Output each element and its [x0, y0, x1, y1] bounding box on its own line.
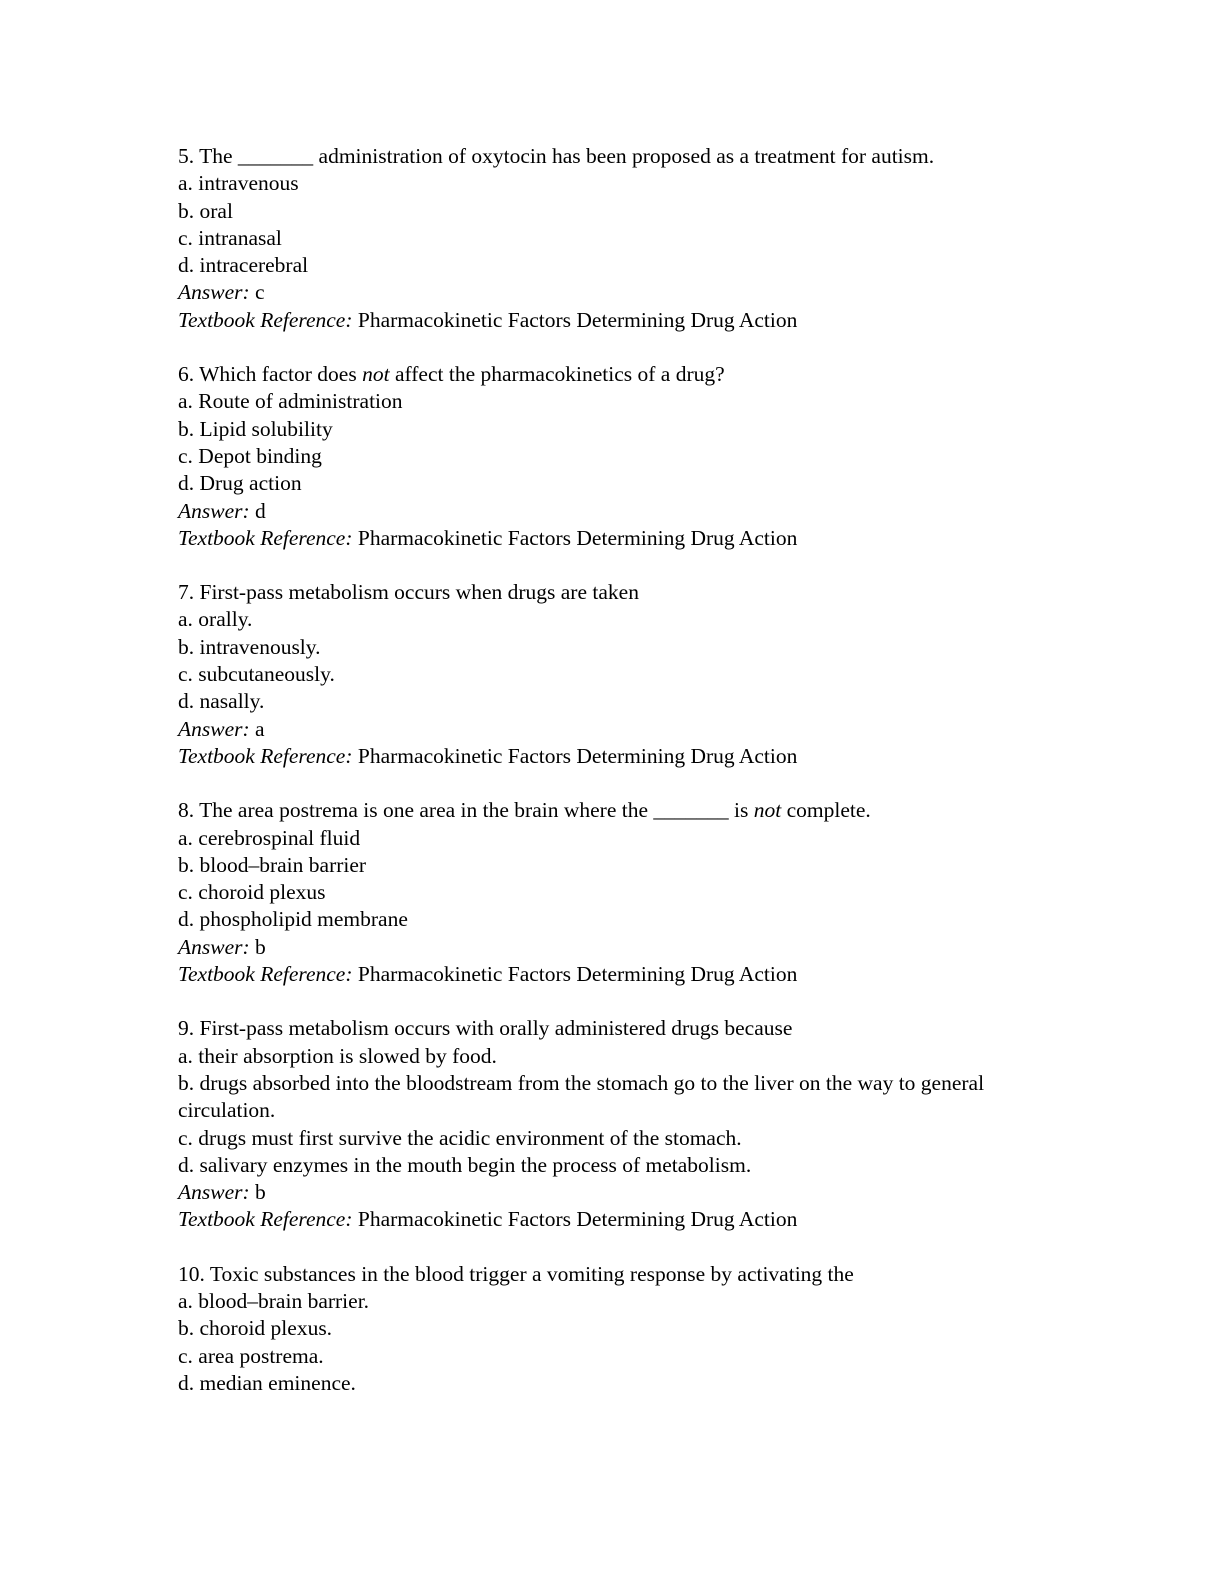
option-a: a. their absorption is slowed by food.	[178, 1043, 497, 1068]
stem-text-end: complete.	[781, 798, 871, 823]
answer-label: Answer:	[178, 716, 250, 741]
option-d: d. Drug action	[178, 471, 302, 496]
answer-label: Answer:	[178, 1180, 250, 1205]
option-a: a. blood–brain barrier.	[178, 1288, 370, 1313]
option-b: b. choroid plexus.	[178, 1316, 333, 1341]
option-c: c. area postrema.	[178, 1343, 324, 1368]
question-stem	[178, 1015, 1038, 1042]
reference-label: Textbook Reference:	[178, 962, 353, 987]
option-d: d. intracerebral	[178, 253, 309, 278]
stem-text: 5. The _______ administration of oxytocin has been proposed as a treatment for autism.	[178, 144, 935, 168]
question-list	[178, 143, 1038, 1424]
answer-line	[178, 1179, 1038, 1206]
option-d: d. median eminence.	[178, 1370, 356, 1395]
answer-label: Answer:	[178, 498, 250, 523]
question-9	[178, 1015, 1038, 1233]
option-c: c. intranasal	[178, 225, 282, 250]
option-d: d. phospholipid membrane	[178, 907, 408, 932]
stem-text: 7. First-pass metabolism occurs when drugs are taken	[178, 580, 639, 605]
answer-value: c	[255, 280, 265, 305]
question-10	[178, 1261, 1038, 1397]
option-c: c. drugs must first survive the acidic environment of the stomach.	[178, 1125, 742, 1150]
option-c: c. choroid plexus	[178, 880, 326, 905]
question-stem	[178, 579, 1038, 606]
reference-value: Pharmacokinetic Factors Determining Drug Action	[357, 1207, 798, 1232]
reference-value: Pharmacokinetic Factors Determining Drug Action	[357, 743, 798, 768]
option-a: a. cerebrospinal fluid	[178, 825, 361, 850]
reference-line	[178, 743, 1038, 770]
question-5	[178, 143, 1038, 334]
option-b: b. Lipid solubility	[178, 416, 333, 441]
stem-text: 8. The area postrema is one area in the brain where the _______ is	[178, 798, 754, 823]
answer-label: Answer:	[178, 280, 250, 305]
option-b: b. blood–brain barrier	[178, 852, 367, 877]
stem-emphasis: not	[753, 798, 782, 823]
answer-line	[178, 716, 1038, 743]
question-stem	[178, 361, 1038, 388]
question-stem	[178, 1261, 1038, 1288]
stem-emphasis: not	[362, 362, 390, 387]
option-b: b. intravenously.	[178, 634, 321, 659]
option-a: a. intravenous	[178, 171, 299, 196]
stem-text: 10. Toxic substances in the blood trigger a vomiting response by activating the	[178, 1261, 854, 1286]
reference-label: Textbook Reference:	[178, 525, 353, 550]
question-stem	[178, 797, 1038, 824]
answer-value: b	[255, 934, 266, 959]
stem-text: 9. First-pass metabolism occurs with orally administered drugs because	[178, 1016, 793, 1041]
option-a: a. Route of administration	[178, 389, 403, 414]
question-7	[178, 579, 1038, 770]
option-a: a. orally.	[178, 607, 253, 632]
option-d: d. nasally.	[178, 689, 265, 714]
reference-label: Textbook Reference:	[178, 1207, 353, 1232]
question-8	[178, 797, 1038, 988]
stem-text-end: affect the pharmacokinetics of a drug?	[389, 362, 725, 387]
answer-line	[178, 279, 1038, 306]
option-c: c. Depot binding	[178, 443, 322, 468]
answer-line	[178, 498, 1038, 525]
reference-line	[178, 525, 1038, 552]
answer-value: a	[255, 716, 265, 741]
answer-value: d	[255, 498, 266, 523]
reference-label: Textbook Reference:	[178, 307, 353, 332]
stem-text: 6. Which factor does	[178, 362, 363, 387]
question-stem	[178, 143, 1038, 170]
option-d: d. salivary enzymes in the mouth begin the process of metabolism.	[178, 1152, 752, 1177]
question-6	[178, 361, 1038, 552]
answer-label: Answer:	[178, 934, 250, 959]
reference-value: Pharmacokinetic Factors Determining Drug Action	[357, 525, 798, 550]
answer-value: b	[255, 1180, 266, 1205]
reference-line	[178, 1206, 1038, 1233]
option-b: b. oral	[178, 198, 233, 223]
answer-line	[178, 934, 1038, 961]
reference-label: Textbook Reference:	[178, 743, 353, 768]
option-b: b. drugs absorbed into the bloodstream from the stomach go to the liver on the way to general circulation.	[178, 1070, 985, 1123]
reference-value: Pharmacokinetic Factors Determining Drug Action	[357, 307, 798, 332]
option-c: c. subcutaneously.	[178, 662, 335, 687]
reference-value: Pharmacokinetic Factors Determining Drug Action	[357, 962, 798, 987]
reference-line	[178, 307, 1038, 334]
reference-line	[178, 961, 1038, 988]
